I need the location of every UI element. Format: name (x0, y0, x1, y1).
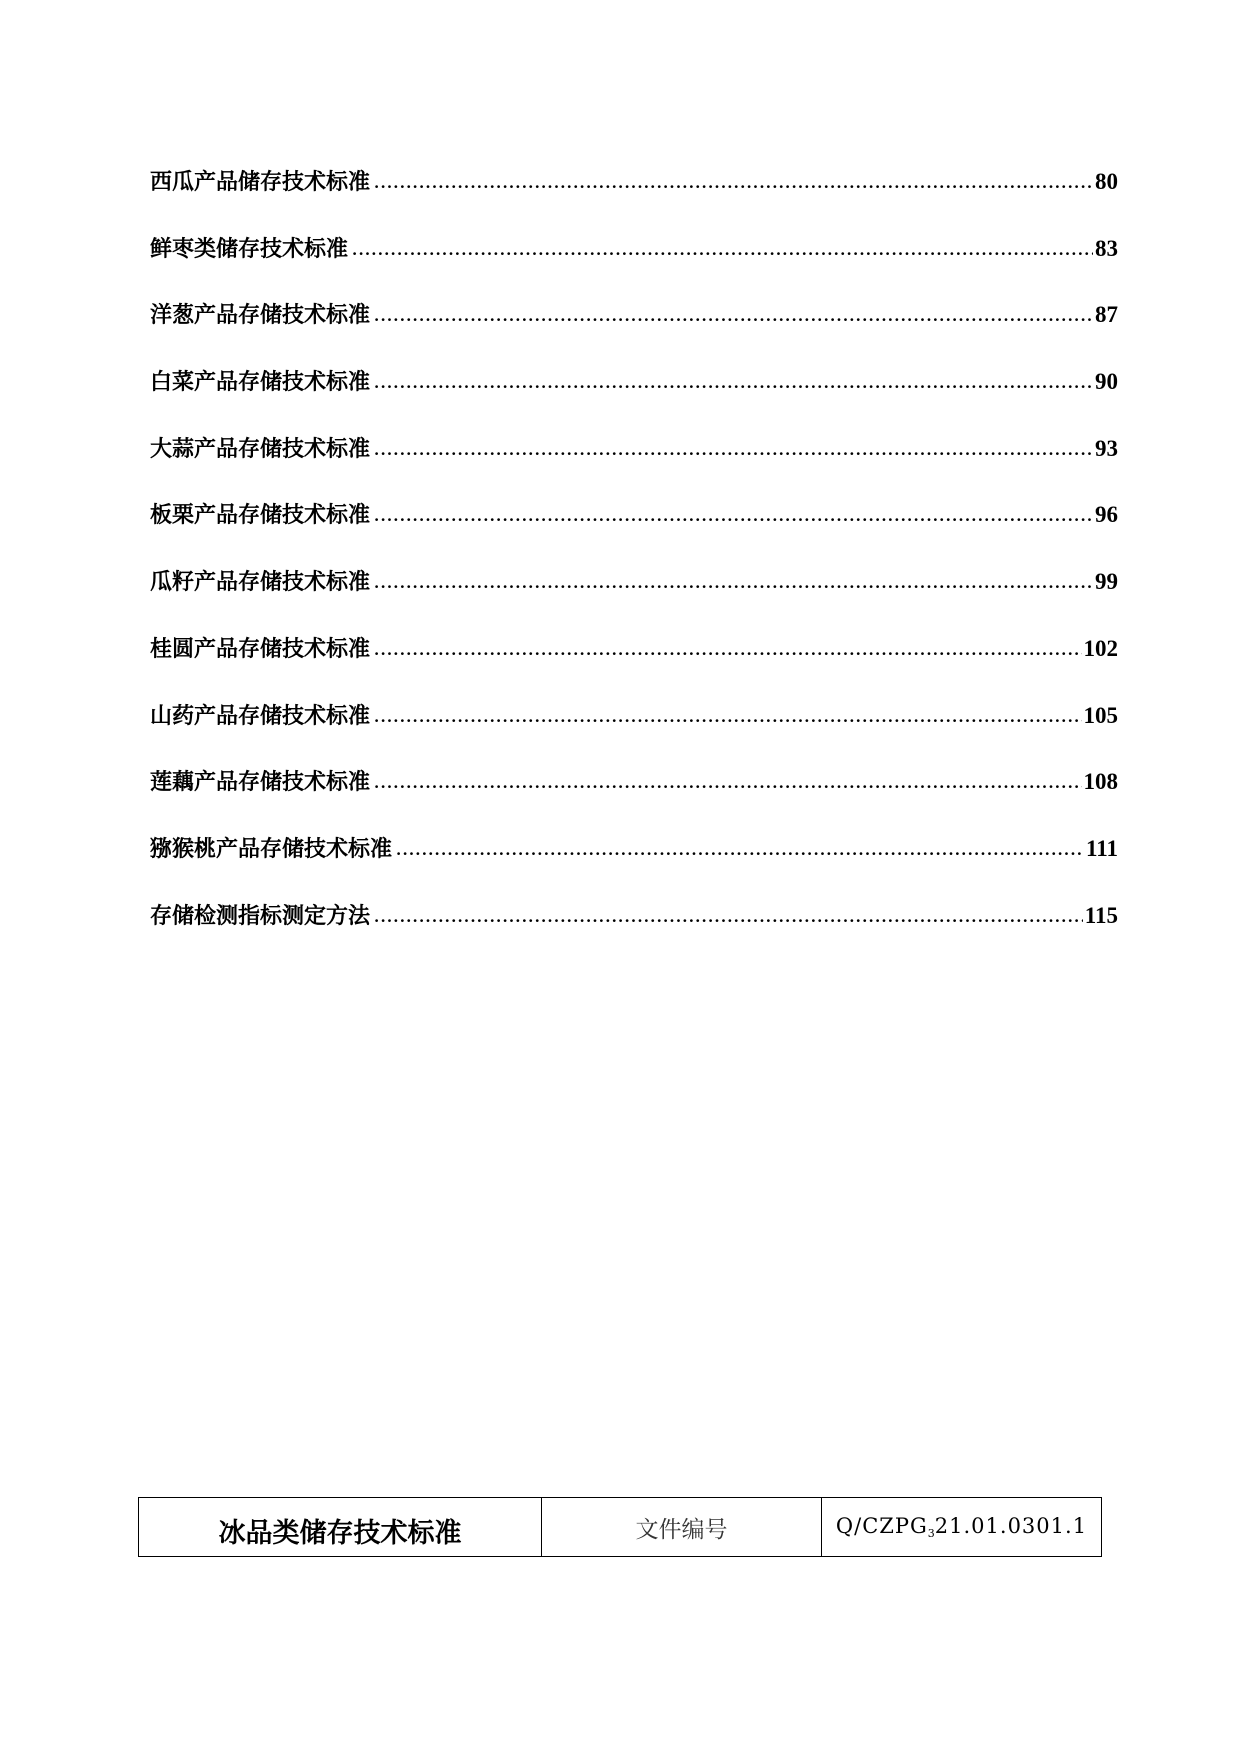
toc-entry[interactable] (150, 565, 1118, 632)
footer-doc-number-label: 文件编号 (542, 1498, 822, 1557)
toc-entry-title: 存储检测指标测定方法 (150, 902, 371, 929)
toc-entry-title: 白菜产品存储技术标准 (150, 369, 371, 396)
toc-entry[interactable] (150, 699, 1118, 766)
toc-entry[interactable] (150, 498, 1118, 565)
toc-entry-page: 87 (1095, 302, 1118, 328)
document-footer-table (138, 1497, 1102, 1557)
toc-entry-title: 山药产品存储技术标准 (150, 702, 371, 729)
toc-entry-page: 111 (1086, 835, 1118, 861)
toc-dot-leader (374, 700, 1081, 734)
toc-dot-leader (374, 499, 1093, 533)
toc-entry[interactable] (150, 765, 1118, 832)
toc-dot-leader (374, 366, 1093, 400)
toc-entry-page: 99 (1095, 569, 1118, 595)
toc-entry-page: 83 (1095, 235, 1118, 261)
toc-entry-title: 大蒜产品存储技术标准 (150, 435, 371, 462)
toc-dot-leader (374, 299, 1093, 333)
toc-entry-title: 莲藕产品存储技术标准 (150, 769, 371, 796)
toc-entry[interactable] (150, 165, 1118, 232)
toc-dot-leader (374, 166, 1093, 200)
toc-entry[interactable] (150, 365, 1118, 432)
toc-entry-title: 猕猴桃产品存储技术标准 (150, 835, 393, 862)
toc-entry-title: 瓜籽产品存储技术标准 (150, 569, 371, 596)
doc-number-prefix: Q/CZPG (835, 1514, 928, 1538)
footer-doc-title: 冰品类储存技术标准 (139, 1498, 542, 1557)
toc-entry-page: 102 (1083, 635, 1118, 661)
toc-dot-leader (396, 833, 1084, 867)
toc-entry-title: 板栗产品存储技术标准 (150, 502, 371, 529)
toc-entry-page: 105 (1083, 702, 1118, 728)
toc-entry-title: 桂圆产品存储技术标准 (150, 635, 371, 662)
toc-entry-title: 鲜枣类储存技术标准 (150, 235, 349, 262)
footer-doc-number (822, 1498, 1102, 1557)
toc-entry-page: 108 (1083, 769, 1118, 795)
toc-entry[interactable] (150, 232, 1118, 299)
doc-number-subscript: 3 (927, 1527, 935, 1540)
toc-dot-leader (352, 233, 1093, 267)
toc-entry-page: 96 (1095, 502, 1118, 528)
toc-dot-leader (374, 766, 1081, 800)
toc-entry[interactable] (150, 632, 1118, 699)
toc-entry[interactable] (150, 432, 1118, 499)
toc-entry-page: 93 (1095, 435, 1118, 461)
toc-entry-title: 洋葱产品存储技术标准 (150, 302, 371, 329)
table-of-contents (150, 165, 1118, 965)
toc-entry-page: 90 (1095, 369, 1118, 395)
doc-number-suffix: 21.01.0301.1 (934, 1514, 1088, 1538)
toc-dot-leader (374, 433, 1093, 467)
toc-entry[interactable] (150, 298, 1118, 365)
toc-dot-leader (374, 900, 1083, 934)
toc-entry-page: 115 (1084, 902, 1118, 928)
toc-entry[interactable] (150, 832, 1118, 899)
toc-dot-leader (374, 566, 1093, 600)
toc-dot-leader (374, 633, 1081, 667)
toc-entry-title: 西瓜产品储存技术标准 (150, 169, 371, 195)
toc-entry-page: 80 (1095, 169, 1118, 194)
toc-entry[interactable] (150, 899, 1118, 966)
